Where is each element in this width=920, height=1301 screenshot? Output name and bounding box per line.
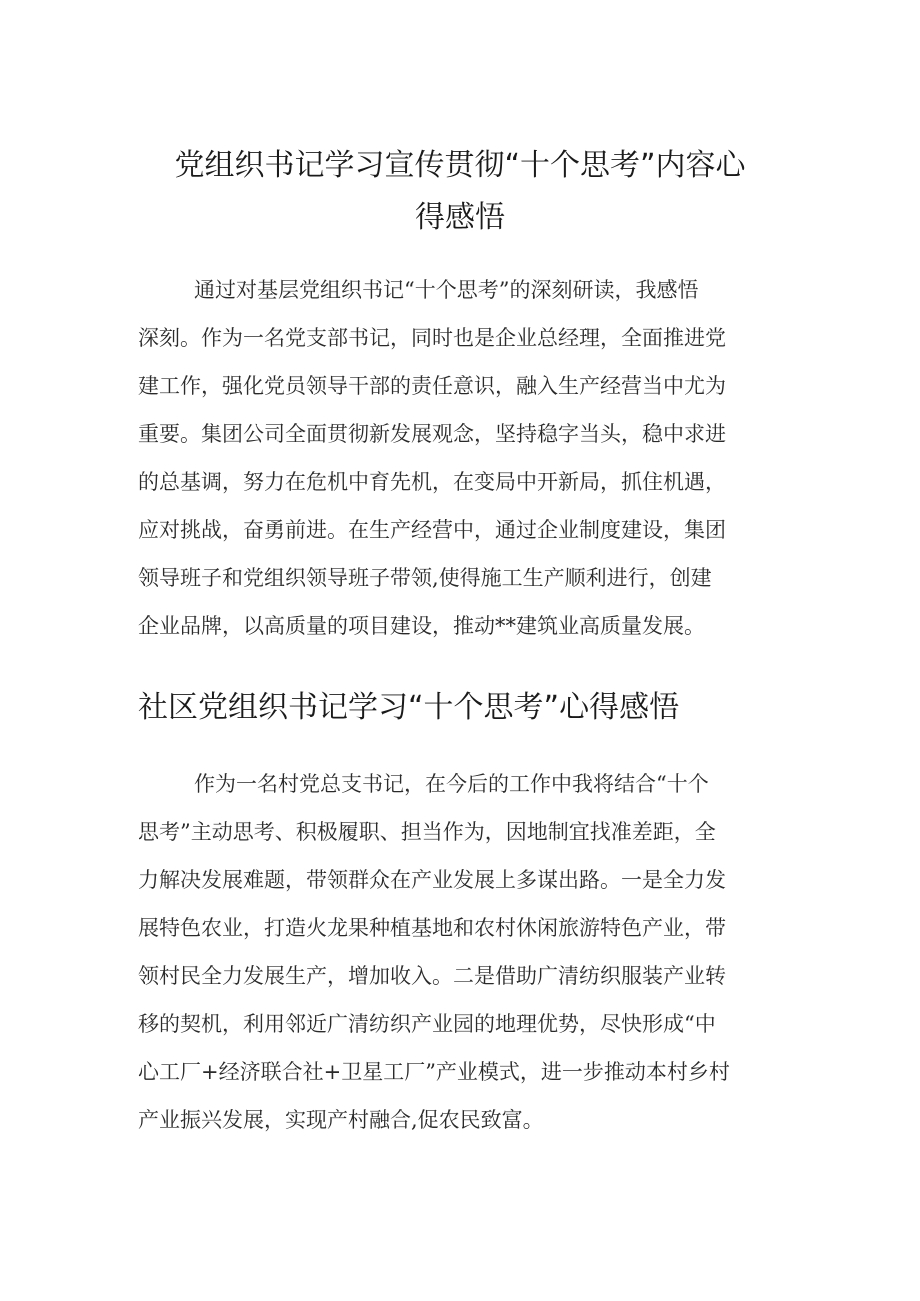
paragraph-line: 作为一名村党总支书记，在今后的工作中我将结合“十个 [194,772,709,796]
paragraph-line: 的总基调，努力在危机中育先机，在变局中开新局，抓住机遇， [138,470,726,494]
paragraph-line: 应对挑战，奋勇前进。在生产经营中，通过企业制度建设，集团 [138,518,726,542]
title-line: 得感悟 [415,200,505,235]
title-line: 党组织书记学习宣传贯彻“十个思考”内容心 [174,148,746,183]
paragraph-line: 领导班子和党组织领导班子带领,使得施工生产顺利进行，创建 [138,566,712,590]
section1-paragraph [138,266,726,650]
paragraph-line: 重要。集团公司全面贯彻新发展观念，坚持稳字当头，稳中求进 [138,422,726,446]
paragraph-line: 力解决发展难题，带领群众在产业发展上多谋出路。一是全力发 [138,868,726,892]
paragraph-line: 思考”主动思考、积极履职、担当作为，因地制宜找准差距，全 [138,820,716,844]
paragraph-line: 企业品牌，以高质量的项目建设，推动**建筑业高质量发展。 [138,614,705,638]
paragraph-line: 领村民全力发展生产，增加收入。二是借助广清纺织服装产业转 [138,964,726,988]
paragraph-line: 产业振兴发展，实现产村融合,促农民致富。 [138,1108,544,1132]
paragraph-line: 展特色农业，打造火龙果种植基地和农村休闲旅游特色产业，带 [138,916,726,940]
paragraph-line: 建工作，强化党员领导干部的责任意识，融入生产经营当中尤为 [138,374,726,398]
document-title [138,140,782,244]
paragraph-line: 通过对基层党组织书记“十个思考”的深刻研读，我感悟 [194,278,699,302]
paragraph-line: 深刻。作为一名党支部书记，同时也是企业总经理，全面推进党 [138,326,726,350]
section2-paragraph [138,760,730,1144]
section2-heading: 社区党组织书记学习“十个思考”心得感悟 [138,690,680,725]
paragraph-line: 心工厂+经济联合社+卫星工厂”产业模式，进一步推动本村乡村 [138,1060,730,1084]
paragraph-line: 移的契机，利用邻近广清纺织产业园的地理优势，尽快形成“中 [138,1012,716,1036]
